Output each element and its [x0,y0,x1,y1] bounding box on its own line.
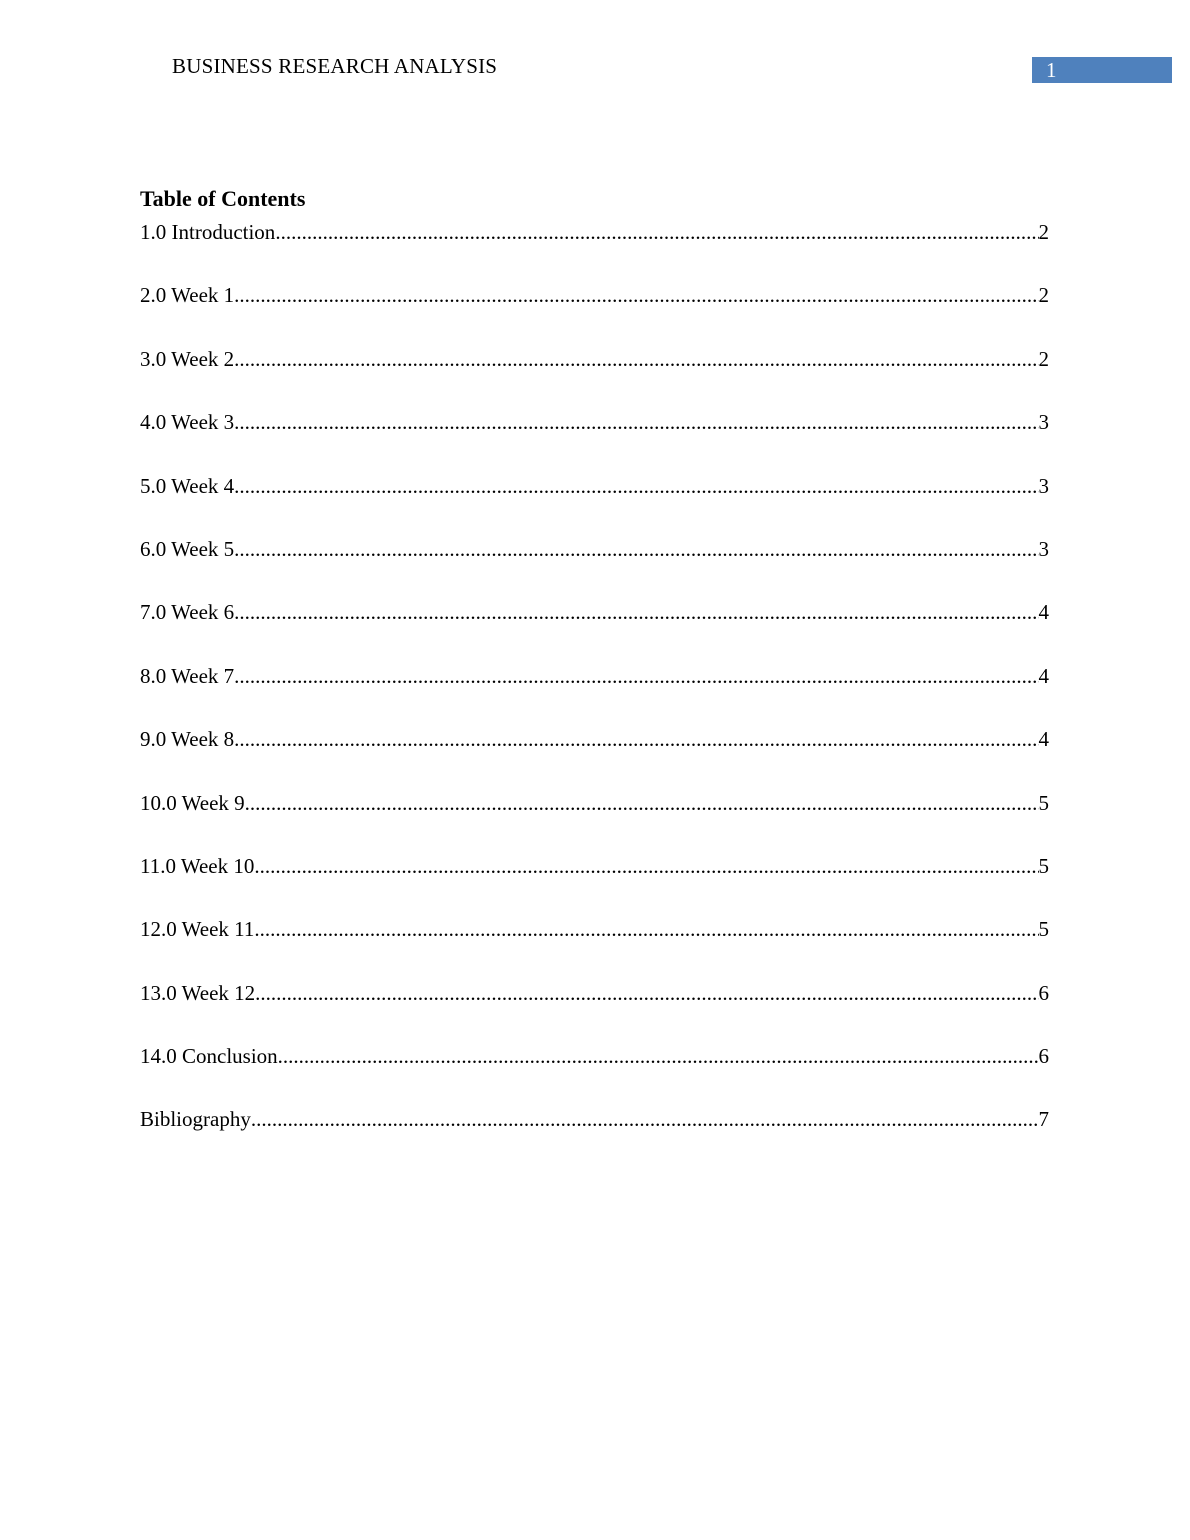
toc-entry-label: Bibliography [140,1107,251,1132]
toc-dot-leader [278,1042,1039,1070]
toc-entry-page-number: 4 [1038,663,1049,688]
toc-entry[interactable] [140,979,1049,1042]
toc-entry-label: 2.0 Week 1 [140,283,235,308]
toc-dot-leader [255,979,1038,1007]
toc-dot-leader [234,281,1038,309]
toc-dot-leader [234,598,1038,626]
toc-dot-leader [234,408,1038,436]
toc-entry-label: 11.0 Week 10 [140,853,255,878]
toc-entry-page-number: 6 [1038,980,1049,1005]
toc-entry-page-number: 2 [1038,283,1049,308]
toc-entry[interactable] [140,281,1049,344]
toc-entry-page-number: 2 [1038,220,1049,244]
toc-entry-label: 6.0 Week 5 [140,536,235,561]
toc-entry-label: 5.0 Week 4 [140,473,235,498]
toc-entry-label: 13.0 Week 12 [140,980,256,1005]
toc-dot-leader [234,725,1038,753]
toc-entry-label: 14.0 Conclusion [140,1044,278,1069]
toc-entry[interactable] [140,345,1049,408]
toc-entry-label: 12.0 Week 11 [140,917,255,942]
toc-entry-page-number: 3 [1038,473,1049,498]
toc-entry[interactable] [140,725,1049,788]
toc-dot-leader [234,535,1038,563]
toc-entry-label: 10.0 Week 9 [140,790,245,815]
toc-entry-label: 9.0 Week 8 [140,727,235,752]
toc-dot-leader [254,852,1038,880]
toc-entry-page-number: 5 [1038,917,1049,942]
toc-entry[interactable] [140,662,1049,725]
toc-dot-leader [234,662,1038,690]
toc-entry-label: 1.0 Introduction [140,220,276,244]
toc-entry-page-number: 3 [1038,410,1049,435]
toc-entry[interactable] [140,1105,1049,1168]
toc-entry-page-number: 3 [1038,536,1049,561]
page-number-badge: 1 [1032,57,1172,83]
toc-entry-label: 4.0 Week 3 [140,410,235,435]
toc-dot-leader [275,218,1038,246]
toc-entry[interactable] [140,408,1049,471]
toc-entry-page-number: 2 [1038,346,1049,371]
toc-entry-page-number: 4 [1038,727,1049,752]
toc-entry[interactable] [140,789,1049,852]
toc-dot-leader [234,345,1038,373]
toc-dot-leader [245,789,1039,817]
toc-entry-page-number: 5 [1038,853,1049,878]
toc-entry-page-number: 7 [1038,1107,1049,1132]
toc-heading: Table of Contents [140,186,306,211]
toc-list [140,218,1049,1169]
toc-dot-leader [254,915,1038,943]
toc-entry[interactable] [140,1042,1049,1105]
toc-entry-label: 3.0 Week 2 [140,346,235,371]
toc-entry-label: 8.0 Week 7 [140,663,235,688]
toc-entry[interactable] [140,218,1049,281]
toc-entry-page-number: 4 [1038,600,1049,625]
toc-entry[interactable] [140,535,1049,598]
toc-entry[interactable] [140,598,1049,661]
running-header-title: BUSINESS RESEARCH ANALYSIS [172,54,498,78]
toc-entry[interactable] [140,915,1049,978]
toc-entry[interactable] [140,472,1049,535]
toc-entry[interactable] [140,852,1049,915]
toc-entry-page-number: 5 [1038,790,1049,815]
toc-entry-page-number: 6 [1038,1044,1049,1069]
toc-dot-leader [234,472,1038,500]
toc-entry-label: 7.0 Week 6 [140,600,235,625]
toc-dot-leader [251,1105,1039,1133]
